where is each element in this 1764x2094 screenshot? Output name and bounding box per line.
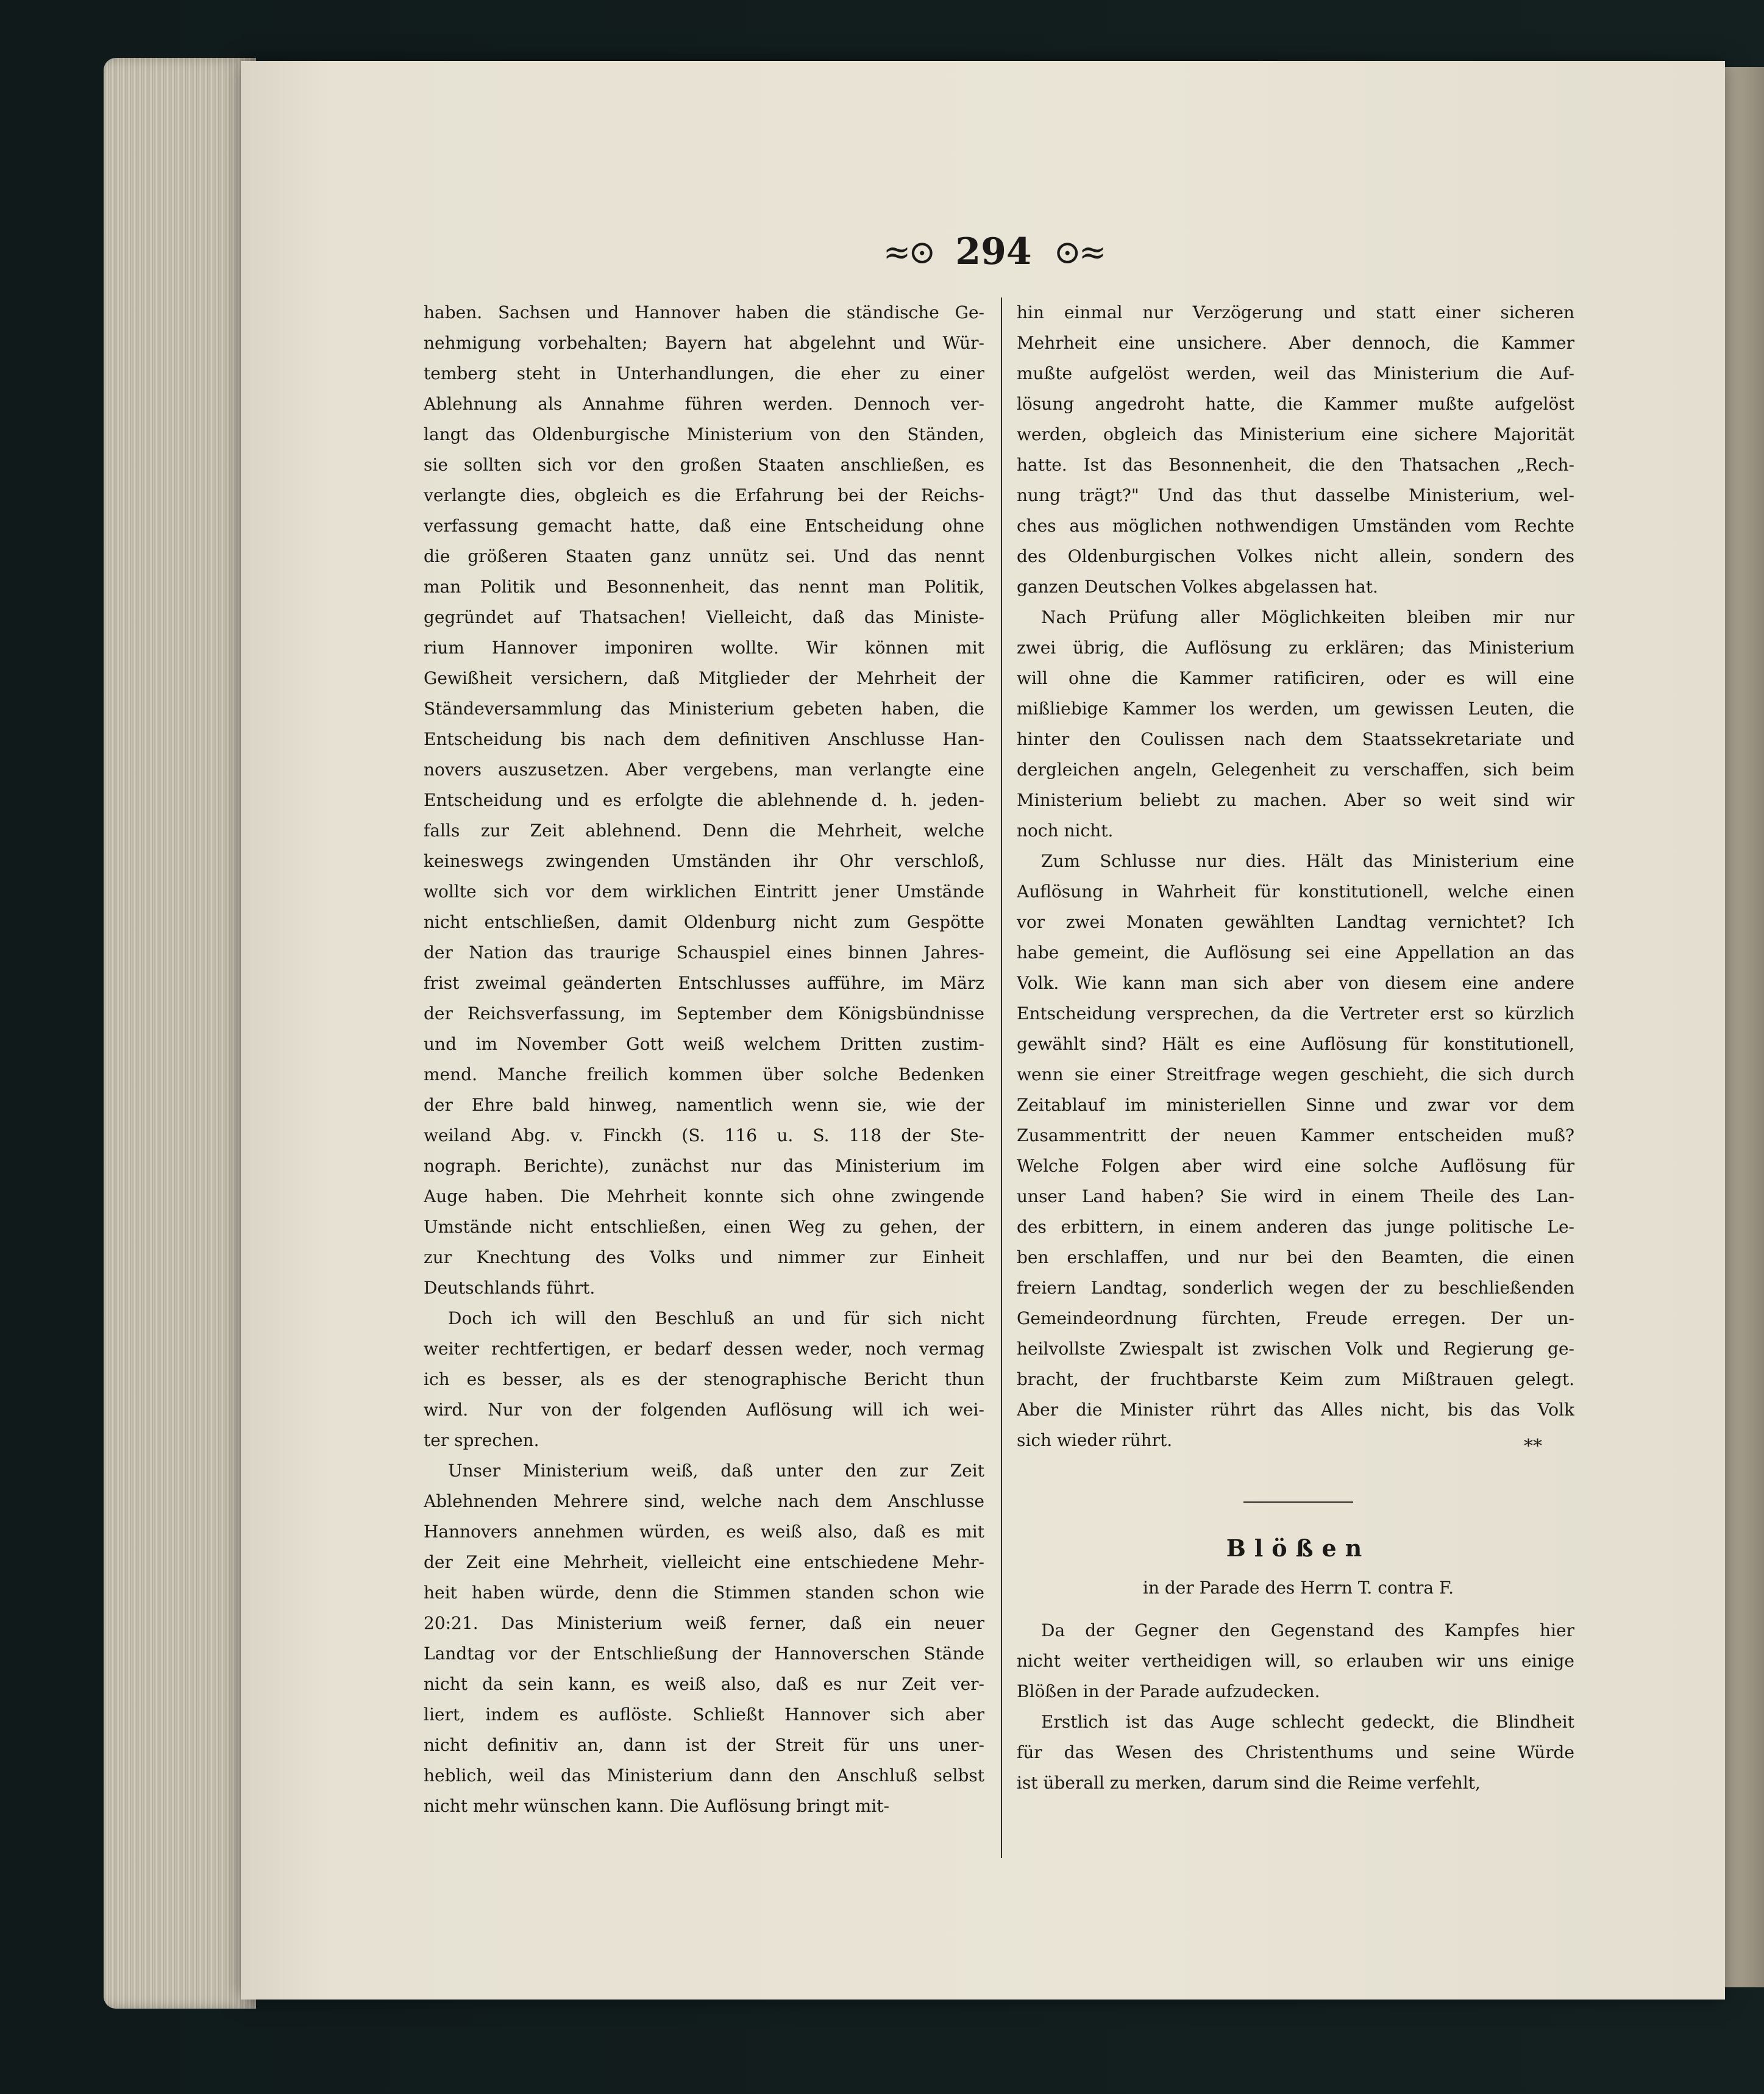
ornament-right-icon: ⊙≈ (1053, 232, 1104, 271)
text-line: gegründet auf Thatsachen! Vielleicht, daß das Ministe- (424, 607, 984, 627)
text-line: mußte aufgelöst werden, weil das Ministerium die Auf- (1017, 363, 1574, 383)
text-line: des Oldenburgischen Volkes nicht allein, sondern des (1017, 546, 1574, 566)
text-line: Entscheidung versprechen, da die Vertreter erst so kürzlich (1017, 1003, 1574, 1024)
text-line: des erbittern, in einem anderen das junge politische Le- (1017, 1217, 1574, 1237)
text-line: mend. Manche freilich kommen über solche Bedenken (424, 1064, 984, 1084)
text-line: Auge haben. Die Mehrheit konnte sich ohne zwingende (424, 1186, 984, 1206)
text-line: keineswegs zwingenden Umständen ihr Ohr verschloß, (424, 851, 984, 871)
text-line: frist zweimal geänderten Entschlusses aufführe, im März (424, 973, 984, 993)
text-line: freiern Landtag, sonderlich wegen der zu beschließenden (1017, 1278, 1574, 1298)
text-line: 20:21. Das Ministerium weiß ferner, daß ein neuer (424, 1613, 984, 1633)
text-line: Deutschlands führt. (424, 1278, 596, 1298)
text-line: noch nicht. (1017, 821, 1114, 841)
text-line: habe gemeint, die Auflösung sei eine Appellation an das (1017, 942, 1574, 963)
text-line: Ministerium beliebt zu machen. Aber so weit sind wir (1017, 790, 1574, 810)
text-line: nicht weiter vertheidigen will, so erlauben wir uns einige (1017, 1651, 1574, 1671)
text-line: heilvollste Zwiespalt ist zwischen Volk und Regierung ge- (1017, 1339, 1574, 1359)
text-line: wollte sich vor dem wirklichen Eintritt jener Umstände (424, 881, 984, 902)
text-line: mißliebige Kammer los werden, um gewissen Leuten, die (1017, 699, 1574, 719)
section-subheading: in der Parade des Herrn T. contra F. (1142, 1578, 1454, 1598)
text-line: Landtag vor der Entschließung der Hannoverschen Stände (424, 1644, 984, 1664)
page-header (841, 224, 1146, 279)
text-line: temberg steht in Unterhandlungen, die eher zu einer (424, 363, 984, 383)
right-column (1017, 297, 1574, 1456)
text-line: die größeren Staaten ganz unnütz sei. Und das nennt (424, 546, 984, 566)
text-line: zwei übrig, die Auflösung zu erklären; das Ministerium (1017, 638, 1574, 658)
text-line: der Ehre bald hinweg, namentlich wenn sie, wie der (424, 1095, 984, 1115)
text-line: wenn sie einer Streitfrage wegen geschieht, die sich durch (1017, 1064, 1574, 1084)
text-line: hatte. Ist das Besonnenheit, die den Thatsachen „Rech- (1017, 455, 1574, 475)
text-line: unser Land haben? Sie wird in einem Theile des Lan- (1017, 1186, 1574, 1206)
text-line: heit haben würde, denn die Stimmen standen schon wie (424, 1583, 984, 1603)
text-line: Doch ich will den Beschluß an und für sich nicht (448, 1308, 984, 1328)
text-line: ist überall zu merken, darum sind die Reime verfehlt, (1017, 1773, 1481, 1793)
text-line: Umstände nicht entschließen, einen Weg zu gehen, der (424, 1217, 984, 1237)
text-line: wird. Nur von der folgenden Auflösung will ich wei- (424, 1400, 984, 1420)
text-line: Unser Ministerium weiß, daß unter den zur Zeit (448, 1461, 984, 1481)
text-line: falls zur Zeit ablehnend. Denn die Mehrheit, welche (424, 821, 984, 841)
text-line: Ablehnenden Mehrere sind, welche nach dem Anschlusse (424, 1491, 984, 1511)
text-line: langt das Oldenburgische Ministerium von den Ständen, (424, 424, 984, 444)
text-line: Volk. Wie kann man sich aber von diesem eine andere (1017, 973, 1574, 993)
text-line: Da der Gegner den Gegenstand des Kampfes hier (1041, 1620, 1574, 1640)
text-line: Aber die Minister rührt das Alles nicht, bis das Volk (1017, 1400, 1574, 1420)
text-line: nicht da sein kann, es weiß also, daß es nur Zeit ver- (424, 1674, 984, 1694)
text-line: Gewißheit versichern, daß Mitglieder der Mehrheit der (424, 668, 984, 688)
text-line: liert, indem es auflöste. Schließt Hannover sich aber (424, 1704, 984, 1725)
text-line: ter sprechen. (424, 1430, 539, 1450)
text-line: hin einmal nur Verzögerung und statt einer sicheren (1017, 302, 1574, 322)
text-line: nograph. Berichte), zunächst nur das Ministerium im (424, 1156, 984, 1176)
text-line: der Nation das traurige Schauspiel eines binnen Jahres- (424, 942, 984, 963)
text-line: und im November Gott weiß welchem Dritten zustim- (424, 1034, 984, 1054)
text-line: sich wieder rührt. (1017, 1430, 1173, 1450)
text-line: nicht definitiv an, dann ist der Streit für uns uner- (424, 1735, 984, 1755)
text-line: gewählt sind? Hält es eine Auflösung für konstitutionell, (1017, 1034, 1574, 1054)
text-line: Zum Schlusse nur dies. Hält das Ministerium eine (1041, 851, 1574, 871)
column-divider (1001, 297, 1002, 1858)
text-line: Gemeindeordnung fürchten, Freude erregen. Der un- (1017, 1308, 1574, 1328)
text-line: werden, obgleich das Ministerium eine sichere Majorität (1017, 424, 1574, 444)
text-line: novers auszusetzen. Aber vergebens, man verlangte eine (424, 760, 984, 780)
text-line: ches aus möglichen nothwendigen Umständen vom Rechte (1017, 516, 1574, 536)
text-line: sie sollten sich vor den großen Staaten anschließen, es (424, 455, 984, 475)
text-line: Blößen in der Parade aufzudecken. (1017, 1681, 1320, 1701)
left-column (424, 297, 984, 1822)
ornament-left-icon: ≈⊙ (883, 232, 934, 271)
text-line: Welche Folgen aber wird eine solche Auflösung für (1017, 1156, 1574, 1176)
text-line: will ohne die Kammer ratificiren, oder es will eine (1017, 668, 1574, 688)
text-line: Ständeversammlung das Ministerium gebeten haben, die (424, 699, 984, 719)
text-line: vor zwei Monaten gewählten Landtag vernichtet? Ich (1017, 912, 1574, 932)
text-line: nicht mehr wünschen kann. Die Auflösung bringt mit- (424, 1796, 889, 1816)
text-line: Entscheidung und es erfolgte die ablehnende d. h. jeden- (424, 790, 984, 810)
text-line: Ablehnung als Annahme führen werden. Dennoch ver- (424, 394, 984, 414)
text-line: ben erschlaffen, und nur bei den Beamten, die einen (1017, 1247, 1574, 1267)
text-line: dergleichen angeln, Gelegenheit zu verschaffen, sich beim (1017, 760, 1574, 780)
text-line: Auflösung in Wahrheit für konstitutionell, welche einen (1017, 881, 1574, 902)
text-line: heblich, weil das Ministerium dann den Anschluß selbst (424, 1765, 984, 1786)
text-line: Entscheidung bis nach dem definitiven Anschlusse Han- (424, 729, 984, 749)
text-line: weiter rechtfertigen, er bedarf dessen weder, noch vermag (424, 1339, 984, 1359)
text-line: man Politik und Besonnenheit, das nennt man Politik, (424, 577, 984, 597)
text-line: haben. Sachsen und Hannover haben die ständische Ge- (424, 302, 984, 322)
text-line: der Zeit eine Mehrheit, vielleicht eine entschiedene Mehr- (424, 1552, 984, 1572)
text-line: nicht entschließen, damit Oldenburg nicht zum Gespötte (424, 912, 984, 932)
text-line: der Reichsverfassung, im September dem Königsbündnisse (424, 1003, 984, 1024)
book-page-edges (104, 58, 256, 2009)
text-line: zur Knechtung des Volks und nimmer zur Einheit (424, 1247, 984, 1267)
facing-page-edge (1725, 67, 1764, 1987)
text-line: lösung angedroht hatte, die Kammer mußte aufgelöst (1017, 394, 1574, 414)
text-line: nehmigung vorbehalten; Bayern hat abgelehnt und Wür- (424, 333, 984, 353)
section-rule (1243, 1501, 1353, 1503)
text-line: Nach Prüfung aller Möglichkeiten bleiben mir nur (1041, 607, 1574, 627)
text-line: ich es besser, als es der stenographische Bericht thun (424, 1369, 984, 1389)
text-line: hinter den Coulissen nach dem Staatssekretariate und (1017, 729, 1574, 749)
text-line: verfassung gemacht hatte, daß eine Entscheidung ohne (424, 516, 984, 536)
text-line: bracht, der fruchtbarste Keim zum Mißtrauen gelegt. (1017, 1369, 1574, 1389)
signature-mark: ** (1524, 1436, 1542, 1457)
text-line: nung trägt?" Und das thut dasselbe Ministerium, wel- (1017, 485, 1574, 505)
text-line: Erstlich ist das Auge schlecht gedeckt, die Blindheit (1041, 1712, 1574, 1732)
page-number: 294 (955, 230, 1032, 273)
section-text (1017, 1615, 1574, 1798)
text-line: Mehrheit eine unsichere. Aber dennoch, die Kammer (1017, 333, 1574, 353)
section-heading: Blößen (1226, 1534, 1371, 1562)
text-line: Zusammentritt der neuen Kammer entscheiden muß? (1017, 1125, 1574, 1145)
text-line: rium Hannover imponiren wollte. Wir können mit (424, 638, 984, 658)
text-line: Zeitablauf im ministeriellen Sinne und zwar vor dem (1017, 1095, 1574, 1115)
text-line: weiland Abg. v. Finckh (S. 116 u. S. 118 der Ste- (424, 1125, 984, 1145)
text-line: ganzen Deutschen Volkes abgelassen hat. (1017, 577, 1378, 597)
text-line: für das Wesen des Christenthums und seine Würde (1017, 1742, 1574, 1762)
text-line: verlangte dies, obgleich es die Erfahrung bei der Reichs- (424, 485, 984, 505)
text-line: Hannovers annehmen würden, es weiß also, daß es mit (424, 1522, 984, 1542)
